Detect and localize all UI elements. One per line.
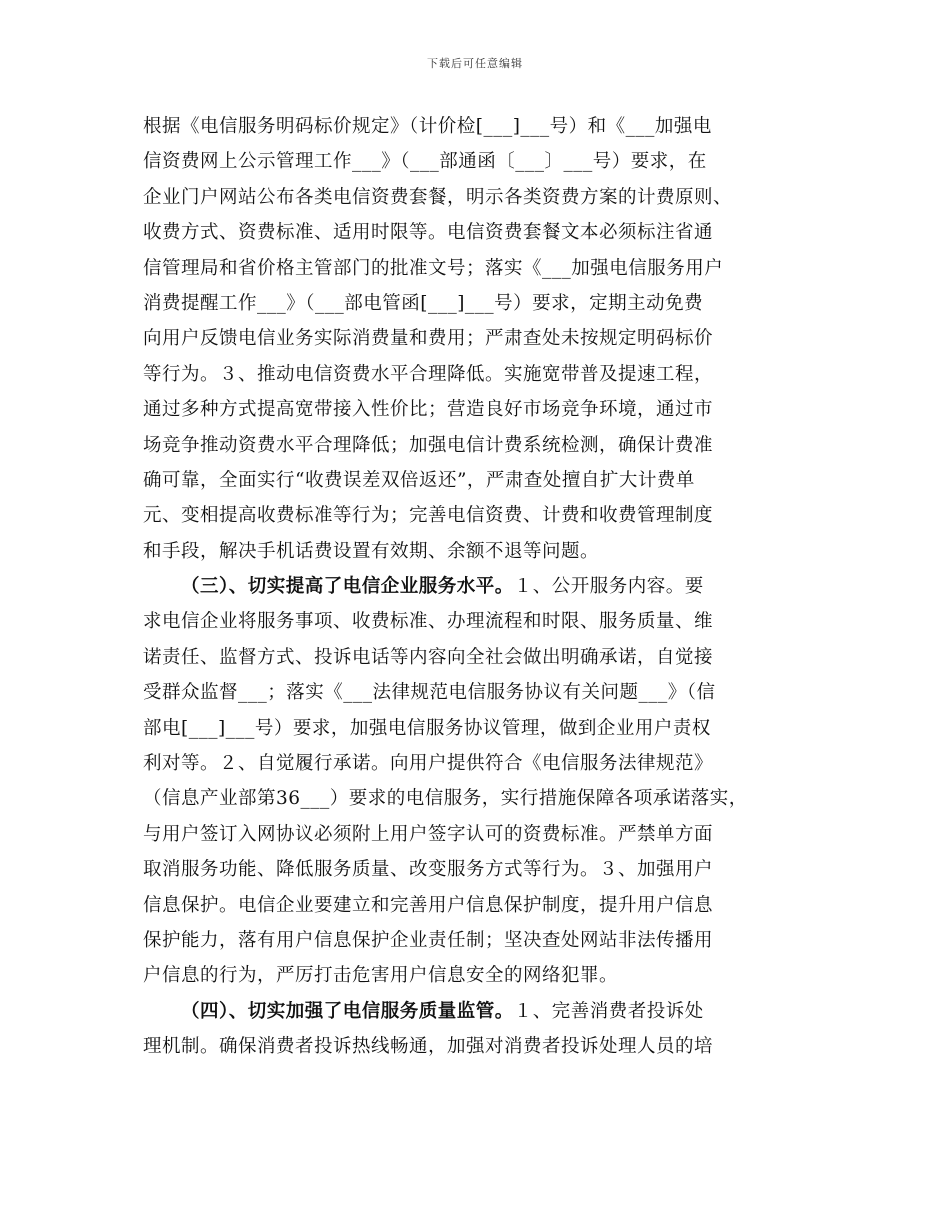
text-line: 和手段，解决手机话费设置有效期、余额不退等问题。	[143, 540, 600, 562]
text-line: 与用户签订入网协议必须附上用户签字认可的资费标准。严禁单方面	[143, 823, 714, 845]
text-line: 收费方式、资费标准、适用时限等。电信资费套餐文本必须标注省通	[143, 222, 714, 244]
text-line: 诺责任、监督方式、投诉电话等内容向全社会做出明确承诺，自觉接	[143, 646, 714, 668]
section-heading: （四）、切实加强了电信服务质量监管。	[181, 1000, 514, 1022]
text-line: 等行为。３、推动电信资费水平合理降低。实施宽带普及提速工程，	[143, 363, 714, 385]
text-line: 利对等。２、自觉履行承诺。向用户提供符合《电信服务法律规范》	[143, 753, 714, 775]
paragraph	[143, 569, 815, 994]
text-line: 信资费网上公示管理工作___》（___部通函〔___〕___号）要求，在	[143, 151, 707, 173]
text-line: （信息产业部第36___）要求的电信服务，实行措施保障各项承诺落实，	[143, 788, 748, 810]
text-line: 企业门户网站公布各类电信资费套餐，明示各类资费方案的计费原则、	[143, 186, 733, 208]
paragraph	[143, 109, 815, 569]
text-line: 求电信企业将服务事项、收费标准、办理流程和时限、服务质量、维	[143, 611, 714, 633]
text-line: 信管理局和省价格主管部门的批准文号；落实《___加强电信服务用户	[143, 257, 724, 279]
document-body	[143, 109, 815, 1065]
text-run: １、公开服务内容。要	[513, 576, 704, 598]
text-line: 理机制。确保消费者投诉热线畅通，加强对消费者投诉处理人员的培	[143, 1036, 714, 1058]
section-heading: （三）、切实提高了电信企业服务水平。	[181, 576, 514, 598]
text-line: 通过多种方式提高宽带接入性价比；营造良好市场竞争环境，通过市	[143, 399, 714, 421]
text-line: 元、变相提高收费标准等行为；完善电信资费、计费和收费管理制度	[143, 505, 714, 527]
text-line: 受群众监督___；落实《___法律规范电信服务协议有关问题___》（信	[143, 682, 716, 704]
text-line	[143, 569, 815, 604]
text-line: 根据《电信服务明码标价规定》（计价检[___]___号）和《___加强电	[143, 116, 712, 137]
text-run: １、完善消费者投诉处	[513, 1000, 704, 1022]
text-line: 向用户反馈电信业务实际消费量和费用；严肃查处未按规定明码标价	[143, 328, 714, 350]
text-line: 部电[___]___号）要求，加强电信服务协议管理，做到企业用户责权	[143, 717, 711, 739]
text-line: 保护能力，落有用户信息保护企业责任制；坚决查处网站非法传播用	[143, 929, 714, 951]
page-header: 下载后可任意编辑	[427, 57, 523, 70]
text-line: 场竞争推动资费水平合理降低；加强电信计费系统检测，确保计费准	[143, 434, 714, 456]
text-line: 确可靠，全面实行“收费误差双倍返还”，严肃查处擅自扩大计费单	[143, 469, 695, 491]
text-line: 户信息的行为，严厉打击危害用户信息安全的网络犯罪。	[143, 965, 619, 987]
text-line: 信息保护。电信企业要建立和完善用户信息保护制度，提升用户信息	[143, 894, 714, 916]
text-line: 消费提醒工作___》（___部电管函[___]___号）要求，定期主动免费	[143, 292, 704, 314]
text-line	[143, 994, 815, 1029]
text-line: 取消服务功能、降低服务质量、改变服务方式等行为。３、加强用户	[143, 859, 714, 881]
paragraph	[143, 994, 815, 1065]
